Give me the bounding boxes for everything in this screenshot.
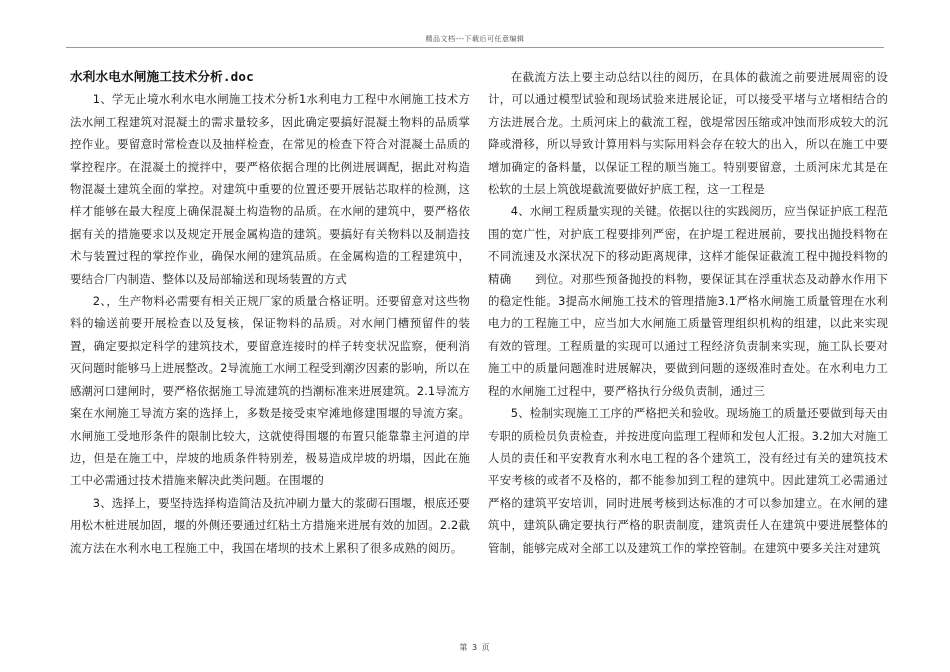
left-column bbox=[70, 66, 470, 559]
right-column bbox=[488, 66, 888, 559]
paragraph-5: 5、检制实现施工工序的严格把关和验收。现场施工的质量还要做到每天由专职的质检员负责检查，并按进度向监理工程师和发包人汇报。3.2加大对施工人员的责任和平安教育水利水电工程的各个建筑工，没有经过有关的建筑技术平安考核的或者不及格的，都不能参加到工程的建筑中。因此建筑工必需通过严格的建筑平安培训，同时进展考核到达标准的才可以参加建立。在水闸的建筑中，建筑队确定要执行严格的职责制度，建筑责任人在建筑中要进展整体的管制，能够完成对全部工以及建筑工作的掌控管制。在建筑中要多关注对建筑 bbox=[488, 406, 888, 555]
paragraph-4: 4、水闸工程质量实现的关键。依据以往的实践阅历，应当保证护底工程范围的宽广性，对护底工程要排列严密，在护堤工程进展前，要找出抛投料物在不同流速及水深状况下的移动距离规律，这样才能保证截流工程中抛投料物的精确 到位。对那些预备抛投的料物，要保证其在浮重状态及动静水作用下的稳定性能。3提高水闸施工技术的管理措施3.1严格水闸施工质量管理在水利电力的工程施工中，应当加大水闸施工质量管理组织机构的组建，以此来实现有效的管理。工程质量的实现可以通过工程经济负责制来实现，施工队长要对施工中的质量问题准时进展解决，要做到问题的逐级准时查处。在水利电力工程的水闸施工过程中，要严格执行分级负责制，通过三 bbox=[488, 204, 888, 398]
paragraph-1: 1、学无止境水利水电水闸施工技术分析1水利电力工程中水闸施工技术方法水闸工程建筑对混凝土的需求量较多，因此确定要搞好混凝土物料的品质掌控作业。要留意时常检查以及抽样检查，在常见的检查下符合对混凝土品质的掌控程序。在混凝土的搅拌中，要严格依据合理的比例进展调配，据此对构造物混凝土建筑全面的掌控。对建筑中重要的位置还要开展钻芯取样的检测，这样才能够在最大程度上确保混凝土构造物的品质。在水闸的建筑中，要严格依据有关的措施要求以及规定开展金属构造的建筑。要搞好有关物料以及制造技术与装置过程的掌控作业，确保水闸的建筑品质。在金属构造的工程建筑中，要结合厂内制造、整体以及局部输送和现场装置的方式 bbox=[70, 92, 470, 286]
paragraph-2: 2、，生产物料必需要有相关正规厂家的质量合格证明。还要留意对这些物料的输送前要开展检查以及复核，保证物料的品质。对水闸门槽预留件的装置，确定要拟定科学的建筑技术，要留意连接时的样子转变状况监察，便利消灭问题时能够马上进展整改。2导流施工水闸工程受到潮汐因素的影响，所以在感潮河口建闸时，要严格依据施工导流建筑的挡潮标准来进展建筑。2.1导流方案在水闸施工导流方案的选择上，多数是接受束窄滩地修建围堰的导流方案。水闸施工受地形条件的限制比较大，这就使得围堰的布置只能靠靠主河道的岸边，但是在施工中，岸坡的地质条件特别差，极易造成岸坡的坍塌，因此在施工中必需通过技术措施来解决此类问题。在围堰的 bbox=[70, 294, 470, 488]
document-title: 水利水电水闸施工技术分析.doc bbox=[70, 69, 254, 84]
header-divider bbox=[66, 47, 884, 48]
paragraph-3-continued: 在截流方法上要主动总结以往的阅历，在具体的截流之前要进展周密的设计，可以通过模型试验和现场试验来进展论证，可以接受平堵与立堵相结合的方法进展合龙。土质河床上的截流工程，戗堤常因压缩或冲蚀而形成较大的沉降或滑移，所以导致计算用料与实际用料会存在较大的出入，所以在施工中要增加确定的备料量，以保证工程的顺当施工。特别要留意，土质河床尤其是在松软的土层上筑戗堤截流要做好护底工程，这一工程是 bbox=[488, 70, 888, 197]
paragraph-3: 3、选择上，要坚持选择构造简洁及抗冲刷力量大的浆砌石围堰，根底还要用松木桩进展加固，堰的外侧还要通过红粘土方措施来进展有效的加固。2.2截流方法在水利水电工程施工中，我国在堵坝的技术上累积了很多成熟的阅历。 bbox=[70, 495, 470, 555]
page-number: 第 3 页 bbox=[459, 643, 491, 652]
header-note: 精品文档---下载后可任意编辑 bbox=[425, 35, 525, 43]
